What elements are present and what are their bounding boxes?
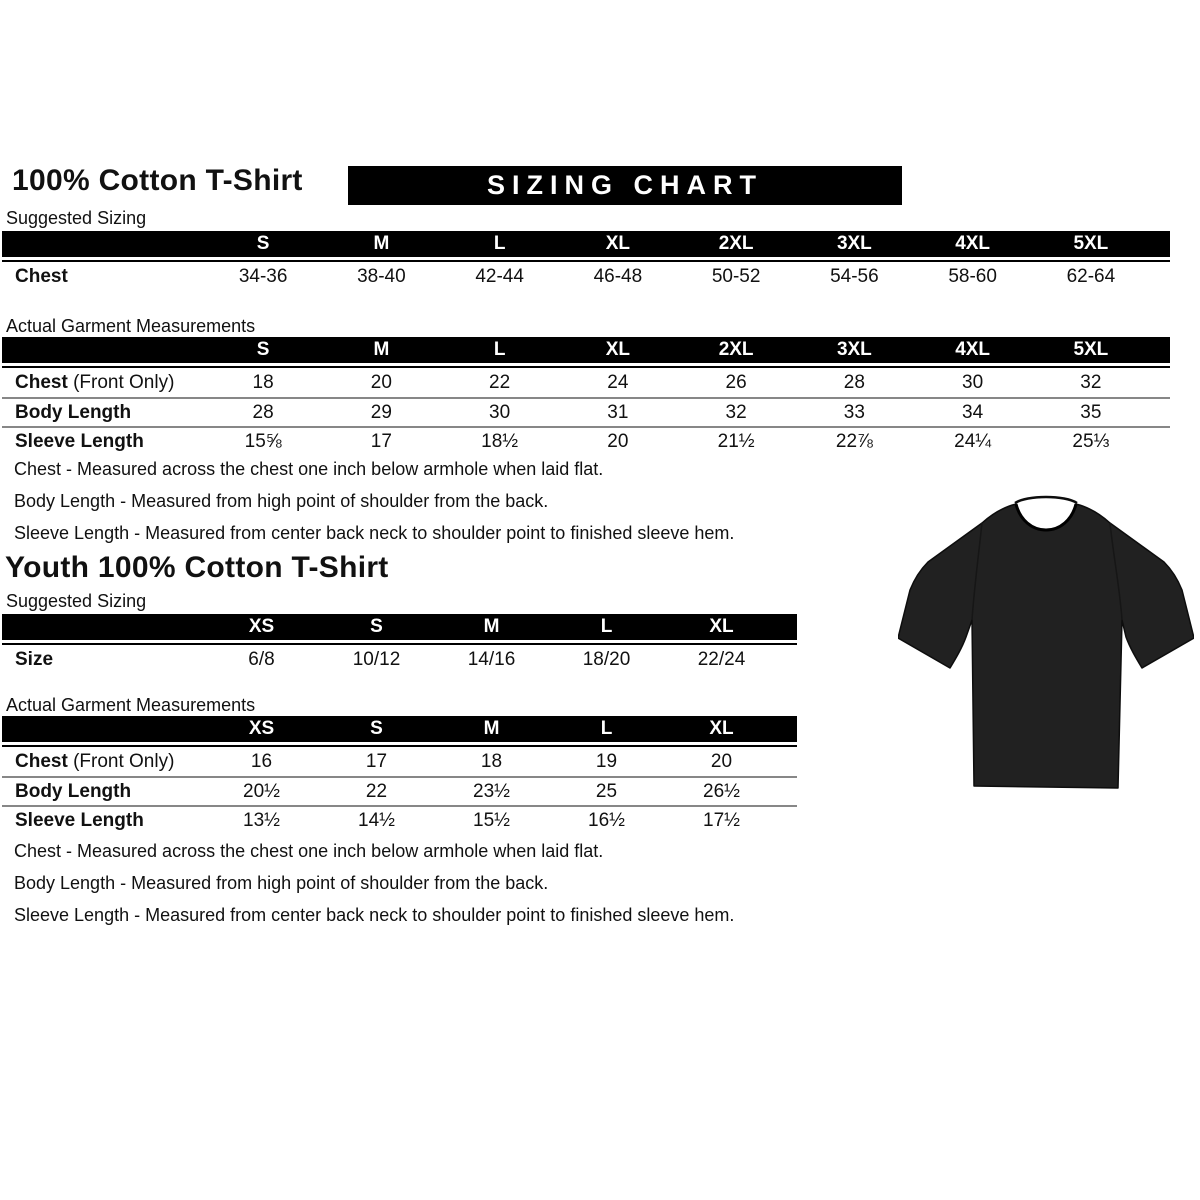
row-label: Body Length <box>15 401 132 423</box>
column-header: 2XL <box>718 233 754 254</box>
note-body-length: Body Length - Measured from high point of shoulder from the back. <box>14 491 549 511</box>
table-cell: 26½ <box>703 780 740 802</box>
note-body-length: Body Length - Measured from high point of shoulder from the back. <box>14 873 549 893</box>
adult-measurement-notes <box>14 459 734 555</box>
table-cell: 6/8 <box>248 648 275 670</box>
table-cell: 34 <box>962 401 984 423</box>
table-cell: 30 <box>962 371 984 393</box>
table-cell: 33 <box>843 401 865 423</box>
column-header: 4XL <box>955 233 991 254</box>
column-header: M <box>373 233 390 254</box>
table-cell: 18 <box>480 750 503 772</box>
table-cell: 31 <box>607 401 629 423</box>
row-label: Chest <box>15 265 68 287</box>
table-cell: 29 <box>370 401 392 423</box>
table-cell: 25 <box>595 780 618 802</box>
table-cell: 38-40 <box>357 265 406 287</box>
row-label: Chest (Front Only) <box>15 750 175 772</box>
adult-suggested-sizing-table <box>2 231 1170 291</box>
table-header-row <box>2 231 1170 257</box>
table-cell: 24 <box>607 371 629 393</box>
column-header: XL <box>605 233 631 254</box>
column-header: 2XL <box>718 339 754 360</box>
youth-suggested-sizing-table <box>2 614 797 674</box>
page-title: 100% Cotton T-Shirt <box>12 164 303 197</box>
column-header: XL <box>709 718 734 739</box>
column-header: S <box>370 616 383 637</box>
note-chest: Chest - Measured across the chest one inch below armhole when laid flat. <box>14 459 604 479</box>
table-cell: 54-56 <box>830 265 879 287</box>
column-header: L <box>493 233 506 254</box>
table-cell: 23½ <box>473 780 510 802</box>
table-cell: 13½ <box>243 809 280 831</box>
table-cell: 25⅓ <box>1072 430 1110 452</box>
column-header: M <box>483 718 500 739</box>
column-header: L <box>600 718 613 739</box>
youth-section-title: Youth 100% Cotton T-Shirt <box>5 551 389 584</box>
table-cell: 26 <box>725 371 747 393</box>
table-body <box>2 643 797 674</box>
table-cell: 10/12 <box>352 648 401 670</box>
column-header: XS <box>248 616 275 637</box>
table-header-row <box>2 337 1170 363</box>
table-cell: 22 <box>365 780 388 802</box>
black-tshirt-image <box>898 490 1194 802</box>
table-row <box>2 262 1170 291</box>
table-cell: 16½ <box>588 809 625 831</box>
table-row-size <box>2 645 797 674</box>
column-header: 3XL <box>836 233 872 254</box>
column-header: S <box>256 233 270 254</box>
table-cell: 14/16 <box>467 648 516 670</box>
table-cell: 15⅝ <box>244 430 282 452</box>
table-cell: 22⅞ <box>835 430 873 452</box>
table-cell: 34-36 <box>238 265 288 287</box>
row-label: Sleeve Length <box>15 809 144 831</box>
row-label: Size <box>15 648 54 670</box>
table-body <box>2 745 797 834</box>
tshirt-body <box>898 504 1194 788</box>
table-cell: 14½ <box>358 809 395 831</box>
column-header: M <box>483 616 500 637</box>
table-cell: 18/20 <box>582 648 631 670</box>
column-header: S <box>370 718 383 739</box>
table-cell: 18½ <box>481 430 519 452</box>
column-header: L <box>493 339 506 360</box>
table-cell: 28 <box>252 401 274 423</box>
table-cell: 18 <box>252 371 274 393</box>
table-cell: 28 <box>843 371 865 393</box>
note-sleeve-length: Sleeve Length - Measured from center back neck to shoulder point to finished sleeve hem. <box>14 905 735 925</box>
table-row-chest <box>2 747 797 776</box>
table-cell: 42-44 <box>475 265 524 287</box>
column-header: 3XL <box>836 339 872 360</box>
table-cell: 46-48 <box>593 265 643 287</box>
column-header: L <box>600 616 613 637</box>
adult-actual-measurements-table <box>2 337 1170 455</box>
table-cell: 17½ <box>703 809 740 831</box>
table-cell: 16 <box>250 750 273 772</box>
row-label: Body Length <box>15 780 132 802</box>
table-cell: 21½ <box>717 430 755 452</box>
table-cell: 62-64 <box>1066 265 1116 287</box>
table-cell: 17 <box>365 750 388 772</box>
table-cell: 50-52 <box>711 265 761 287</box>
adult-suggested-sizing-label: Suggested Sizing <box>6 208 147 228</box>
row-label: Sleeve Length <box>15 430 144 452</box>
table-cell: 24¼ <box>954 430 992 452</box>
table-cell: 58-60 <box>948 265 997 287</box>
youth-actual-measurements-table <box>2 716 797 834</box>
table-header-row <box>2 716 797 742</box>
table-cell: 30 <box>489 401 511 423</box>
table-cell: 15½ <box>473 809 510 831</box>
adult-actual-measurements-label: Actual Garment Measurements <box>6 316 256 336</box>
table-body <box>2 260 1170 291</box>
youth-measurement-notes <box>14 841 734 937</box>
table-cell: 20 <box>607 430 629 452</box>
table-cell: 35 <box>1080 401 1102 423</box>
table-cell: 22 <box>489 371 511 393</box>
row-label: Chest (Front Only) <box>15 371 175 393</box>
sizing-chart-banner-text: SIZING CHART <box>487 170 763 200</box>
youth-suggested-sizing-label: Suggested Sizing <box>6 591 147 611</box>
note-sleeve-length: Sleeve Length - Measured from center back neck to shoulder point to finished sleeve hem. <box>14 523 735 543</box>
table-cell: 32 <box>1080 371 1102 393</box>
column-header: XL <box>709 616 734 637</box>
table-cell: 20 <box>370 371 392 393</box>
column-header: 5XL <box>1073 233 1109 254</box>
tshirt-collar-top <box>1015 497 1077 503</box>
table-row-sleeve-length <box>2 805 797 834</box>
sizing-chart-banner <box>348 166 902 205</box>
table-row-chest <box>2 368 1170 397</box>
table-cell: 32 <box>725 401 747 423</box>
column-header: 5XL <box>1073 339 1109 360</box>
note-chest: Chest - Measured across the chest one inch below armhole when laid flat. <box>14 841 604 861</box>
table-row-body-length <box>2 776 797 805</box>
column-header: 4XL <box>955 339 991 360</box>
table-cell: 17 <box>370 430 392 452</box>
column-header: XS <box>248 718 275 739</box>
table-cell: 19 <box>595 750 618 772</box>
column-header: S <box>256 339 270 360</box>
table-header-row <box>2 614 797 640</box>
table-cell: 20½ <box>243 780 280 802</box>
column-header: M <box>373 339 390 360</box>
table-cell: 22/24 <box>697 648 746 670</box>
table-body <box>2 366 1170 455</box>
table-row-body-length <box>2 397 1170 426</box>
table-cell: 20 <box>710 750 733 772</box>
table-row-sleeve-length <box>2 426 1170 455</box>
column-header: XL <box>605 339 631 360</box>
youth-actual-measurements-label: Actual Garment Measurements <box>6 695 256 715</box>
